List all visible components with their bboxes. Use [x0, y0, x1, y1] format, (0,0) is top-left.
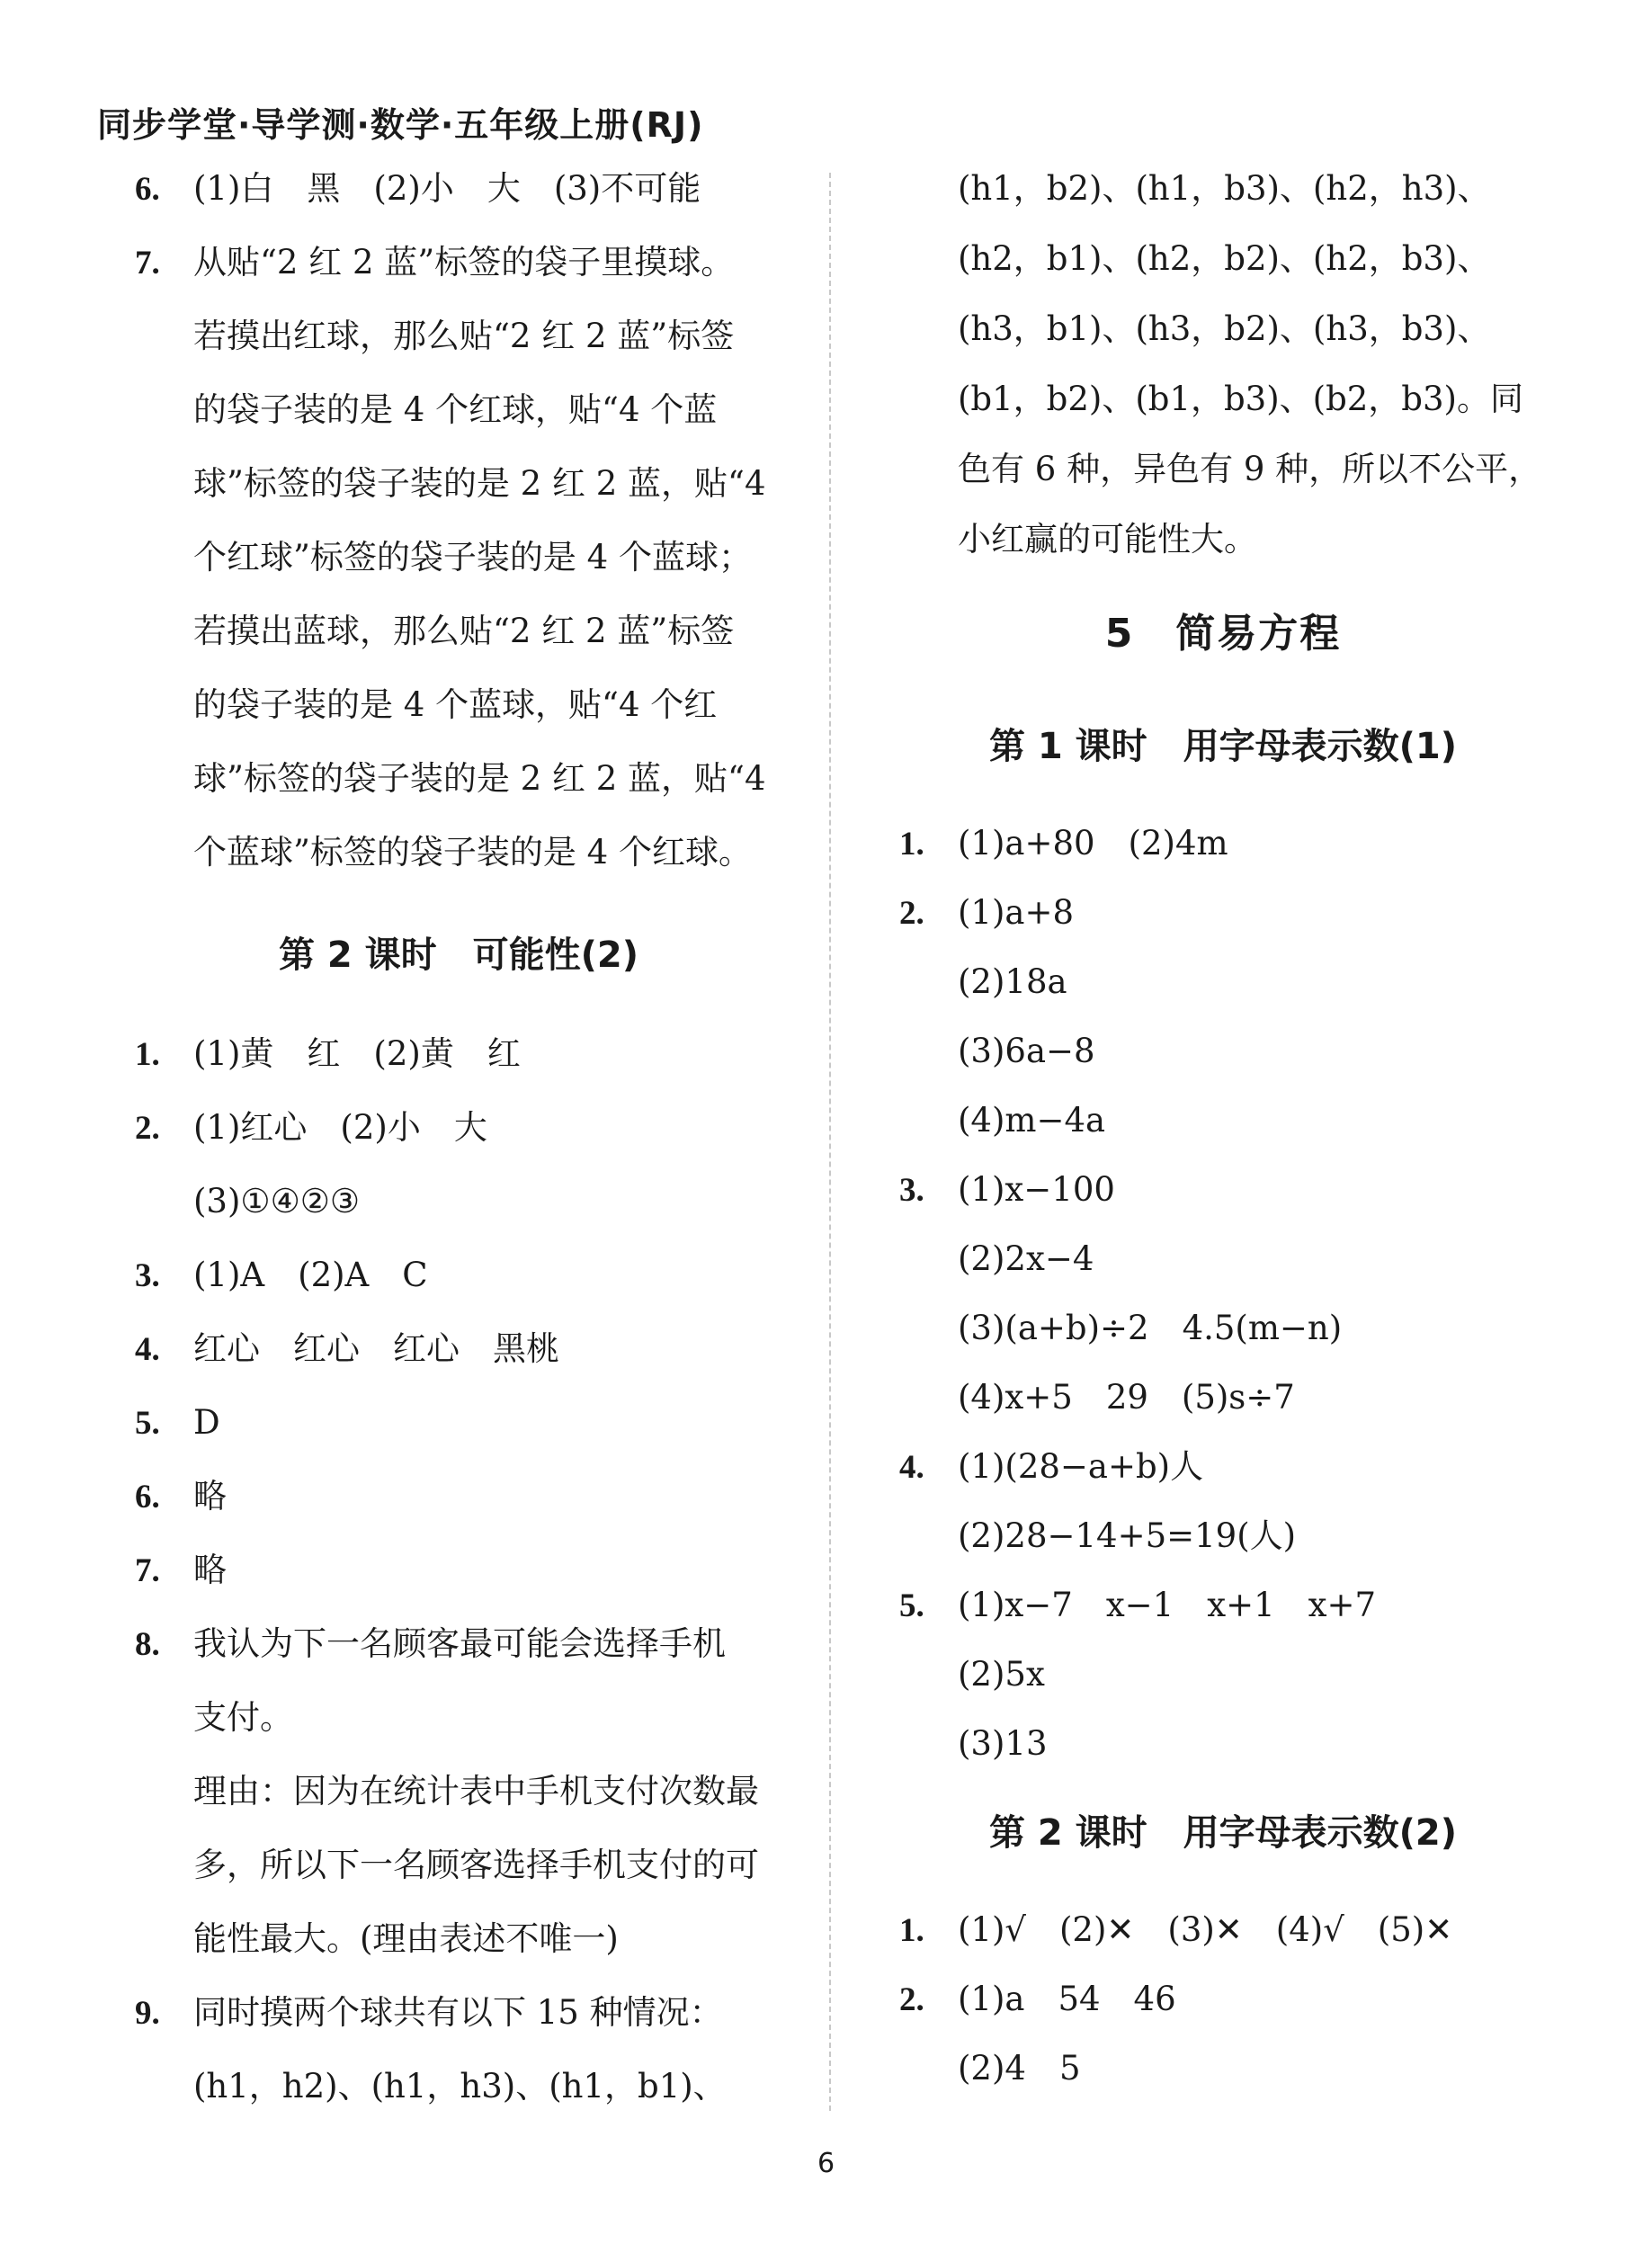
- answer-line: (h1，h2)、(h1，h3)、(h1，b1)、: [193, 2067, 727, 2106]
- lesson-title: 第 2 课时 可能性(2): [278, 934, 639, 976]
- answer-item: 9. 同时摸两个球共有以下 15 种情况：: [135, 1993, 723, 2032]
- answer-line: 的袋子装的是 4 个蓝球，贴“4 个红: [193, 685, 718, 724]
- answer-line: 球”标签的袋子装的是 2 红 2 蓝，贴“4: [193, 759, 766, 798]
- answer-line: 小红赢的可能性大。: [958, 520, 1257, 559]
- answer-line: 个红球”标签的袋子装的是 4 个蓝球；: [193, 538, 752, 577]
- answer-item: 6. (1)白 黑 (2)小 大 (3)不可能: [135, 169, 701, 208]
- answer-item: 4. 红心 红心 红心 黑桃: [135, 1329, 559, 1368]
- answer-line: 多，所以下一名顾客选择手机支付的可: [193, 1846, 759, 1884]
- answer-item: 5. (1)x−7 x−1 x+1 x+7: [899, 1586, 1377, 1624]
- answer-line: (3)6a−8: [958, 1032, 1095, 1070]
- page-number: 6: [817, 2148, 835, 2179]
- answer-line: (3)(a+b)÷2 4.5(m−n): [958, 1309, 1343, 1347]
- answer-line: (2)4 5: [958, 2049, 1081, 2088]
- answer-line: (2)5x: [958, 1655, 1045, 1694]
- answer-line: (4)m−4a: [958, 1101, 1106, 1140]
- lesson-title: 第 2 课时 用字母表示数(2): [988, 1812, 1458, 1854]
- answer-line: (3)①④②③: [193, 1182, 361, 1220]
- answer-item: 2. (1)红心 (2)小 大: [135, 1108, 487, 1147]
- answer-item: 2. (1)a+8: [899, 893, 1075, 932]
- answer-line: (2)18a: [958, 962, 1067, 1001]
- answer-line: 能性最大。(理由表述不唯一): [193, 1919, 619, 1958]
- answer-item: 3. (1)A (2)A C: [135, 1256, 428, 1294]
- answer-item: 2. (1)a 54 46: [899, 1980, 1176, 2018]
- answer-item: 7. 从贴“2 红 2 蓝”标签的袋子里摸球。: [135, 243, 735, 282]
- answer-line: (h1，b2)、(h1，b3)、(h2，h3)、: [958, 169, 1491, 208]
- page-header: 同步学堂·导学测·数学·五年级上册(RJ): [97, 105, 704, 145]
- answer-item: 1. (1)a+80 (2)4m: [899, 824, 1228, 863]
- answer-item: 1. (1)黄 红 (2)黄 红: [135, 1034, 521, 1073]
- answer-line: 理由：因为在统计表中手机支付次数最: [193, 1772, 759, 1810]
- answer-line: (2)28−14+5=19(人): [958, 1516, 1297, 1555]
- column-divider: [829, 173, 831, 2111]
- answer-line: (3)13: [958, 1724, 1048, 1763]
- answer-line: (b1，b2)、(b1，b3)、(b2，b3)。同: [958, 380, 1523, 418]
- section-title: 5 简易方程: [1104, 611, 1342, 657]
- answer-line: (4)x+5 29 (5)s÷7: [958, 1378, 1295, 1417]
- left-column: [135, 164, 782, 2135]
- answer-line: 若摸出蓝球，那么贴“2 红 2 蓝”标签: [193, 612, 735, 650]
- right-column: [899, 164, 1547, 2113]
- answer-line: 若摸出红球，那么贴“2 红 2 蓝”标签: [193, 317, 735, 355]
- answer-line: 的袋子装的是 4 个红球，贴“4 个蓝: [193, 390, 718, 429]
- answer-item: 8. 我认为下一名顾客最可能会选择手机: [135, 1624, 726, 1663]
- answer-line: (2)2x−4: [958, 1239, 1094, 1278]
- answer-line: 支付。: [193, 1698, 293, 1737]
- answer-item: 3. (1)x−100: [899, 1170, 1115, 1209]
- answer-item: 4. (1)(28−a+b)人: [899, 1447, 1204, 1486]
- answer-line: 色有 6 种，异色有 9 种，所以不公平，: [958, 450, 1542, 488]
- answer-item: 7. 略: [135, 1551, 227, 1589]
- answer-line: (h3，b1)、(h3，b2)、(h3，b3)、: [958, 309, 1491, 348]
- answer-line: 个蓝球”标签的袋子装的是 4 个红球。: [193, 833, 752, 872]
- answer-item: 5. D: [135, 1403, 220, 1442]
- answer-item: 1. (1)√ (2)✕ (3)✕ (4)√ (5)✕: [899, 1910, 1453, 1949]
- answer-line: 球”标签的袋子装的是 2 红 2 蓝，贴“4: [193, 464, 766, 503]
- answer-item: 6. 略: [135, 1477, 227, 1515]
- lesson-title: 第 1 课时 用字母表示数(1): [988, 726, 1458, 767]
- answer-line: (h2，b1)、(h2，b2)、(h2，b3)、: [958, 239, 1491, 278]
